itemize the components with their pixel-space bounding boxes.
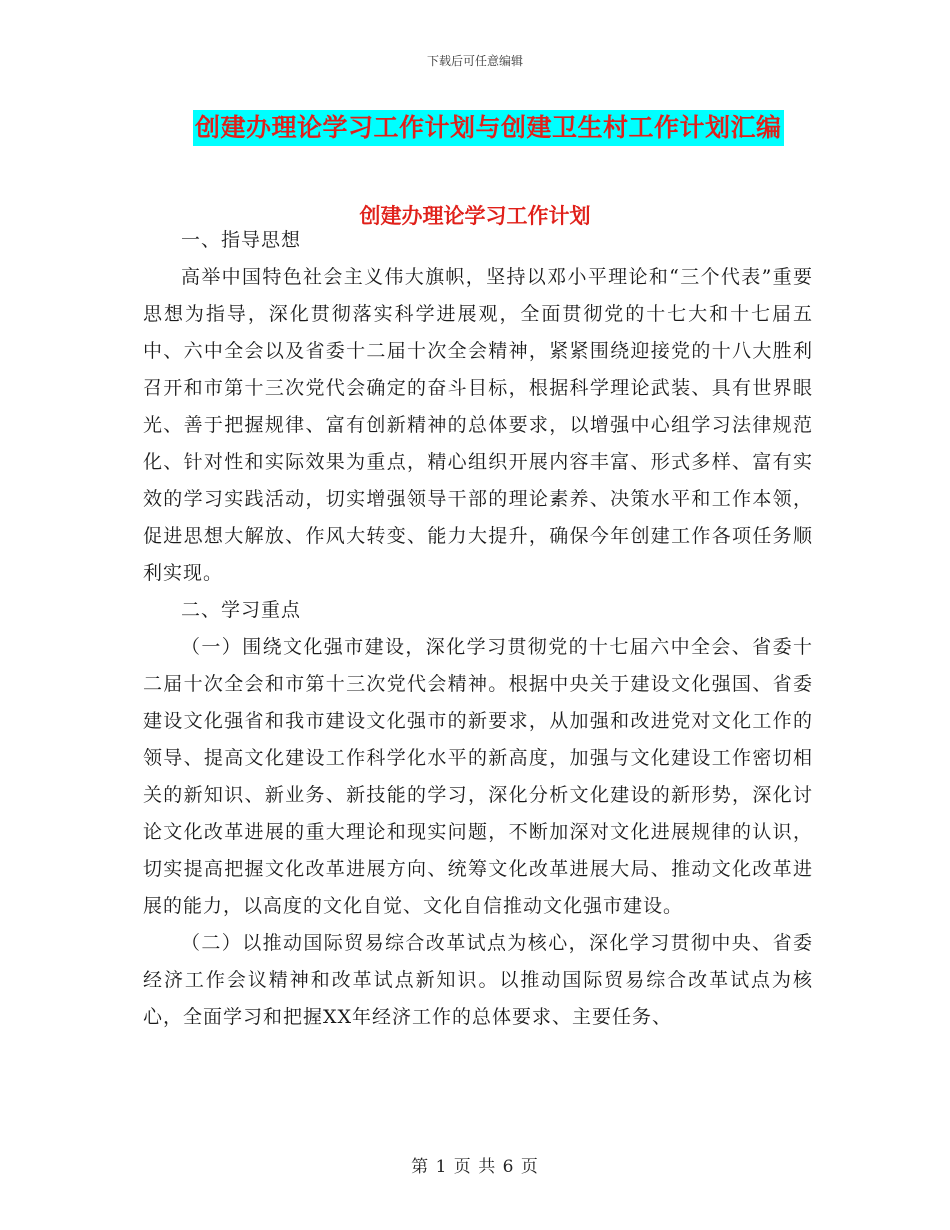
header-note: 下载后可任意编辑 xyxy=(426,54,523,68)
heading-study-focus: 二、学习重点 xyxy=(181,599,302,621)
paragraph-focus-two: （二）以推动国际贸易综合改革试点为核心，深化学习贯彻中央、省委经济工作会议精神和改革试点新知识。以推动国际贸易综合改革试点为核心，全面学习和把握XX年经济工作的总体要求、主要任务、 xyxy=(143,932,813,1028)
section-title: 创建办理论学习工作计划 xyxy=(359,203,591,228)
document-title: 创建办理论学习工作计划与创建卫生村工作计划汇编 xyxy=(193,110,784,146)
heading-guiding-thought: 一、指导思想 xyxy=(181,229,302,251)
page-number: 第 1 页 共 6 页 xyxy=(411,1157,539,1177)
document-body xyxy=(143,222,813,1036)
paragraph-focus-one: （一）围绕文化强市建设，深化学习贯彻党的十七届六中全会、省委十二届十次全会和市第十三次党代会精神。根据中央关于建设文化强国、省委建设文化强省和我市建设文化强市的新要求，从加强和改进党对文化工作的领导、提高文化建设工作科学化水平的新高度，加强与文化建设工作密切相关的新知识、新业务、新技能的学习，深化分析文化建设的新形势，深化讨论文化改革进展的重大理论和现实问题，不断加深对文化进展规律的认识，切实提高把握文化改革进展方向、统筹文化改革进展大局、推动文化改革进展的能力，以高度的文化自觉、文化自信推动文化强市建设。 xyxy=(143,636,813,917)
paragraph-guiding-thought: 高举中国特色社会主义伟大旗帜，坚持以邓小平理论和“三个代表”重要思想为指导，深化贯彻落实科学进展观，全面贯彻党的十七大和十七届五中、六中全会以及省委十二届十次全会精神，紧紧围绕迎接党的十八大胜利召开和市第十三次党代会确定的奋斗目标，根据科学理论武装、具有世界眼光、善于把握规律、富有创新精神的总体要求，以增强中心组学习法律规范化、针对性和实际效果为重点，精心组织开展内容丰富、形式多样、富有实效的学习实践活动，切实增强领导干部的理论素养、决策水平和工作本领，促进思想大解放、作风大转变、能力大提升，确保今年创建工作各项任务顺利实现。 xyxy=(143,266,813,584)
